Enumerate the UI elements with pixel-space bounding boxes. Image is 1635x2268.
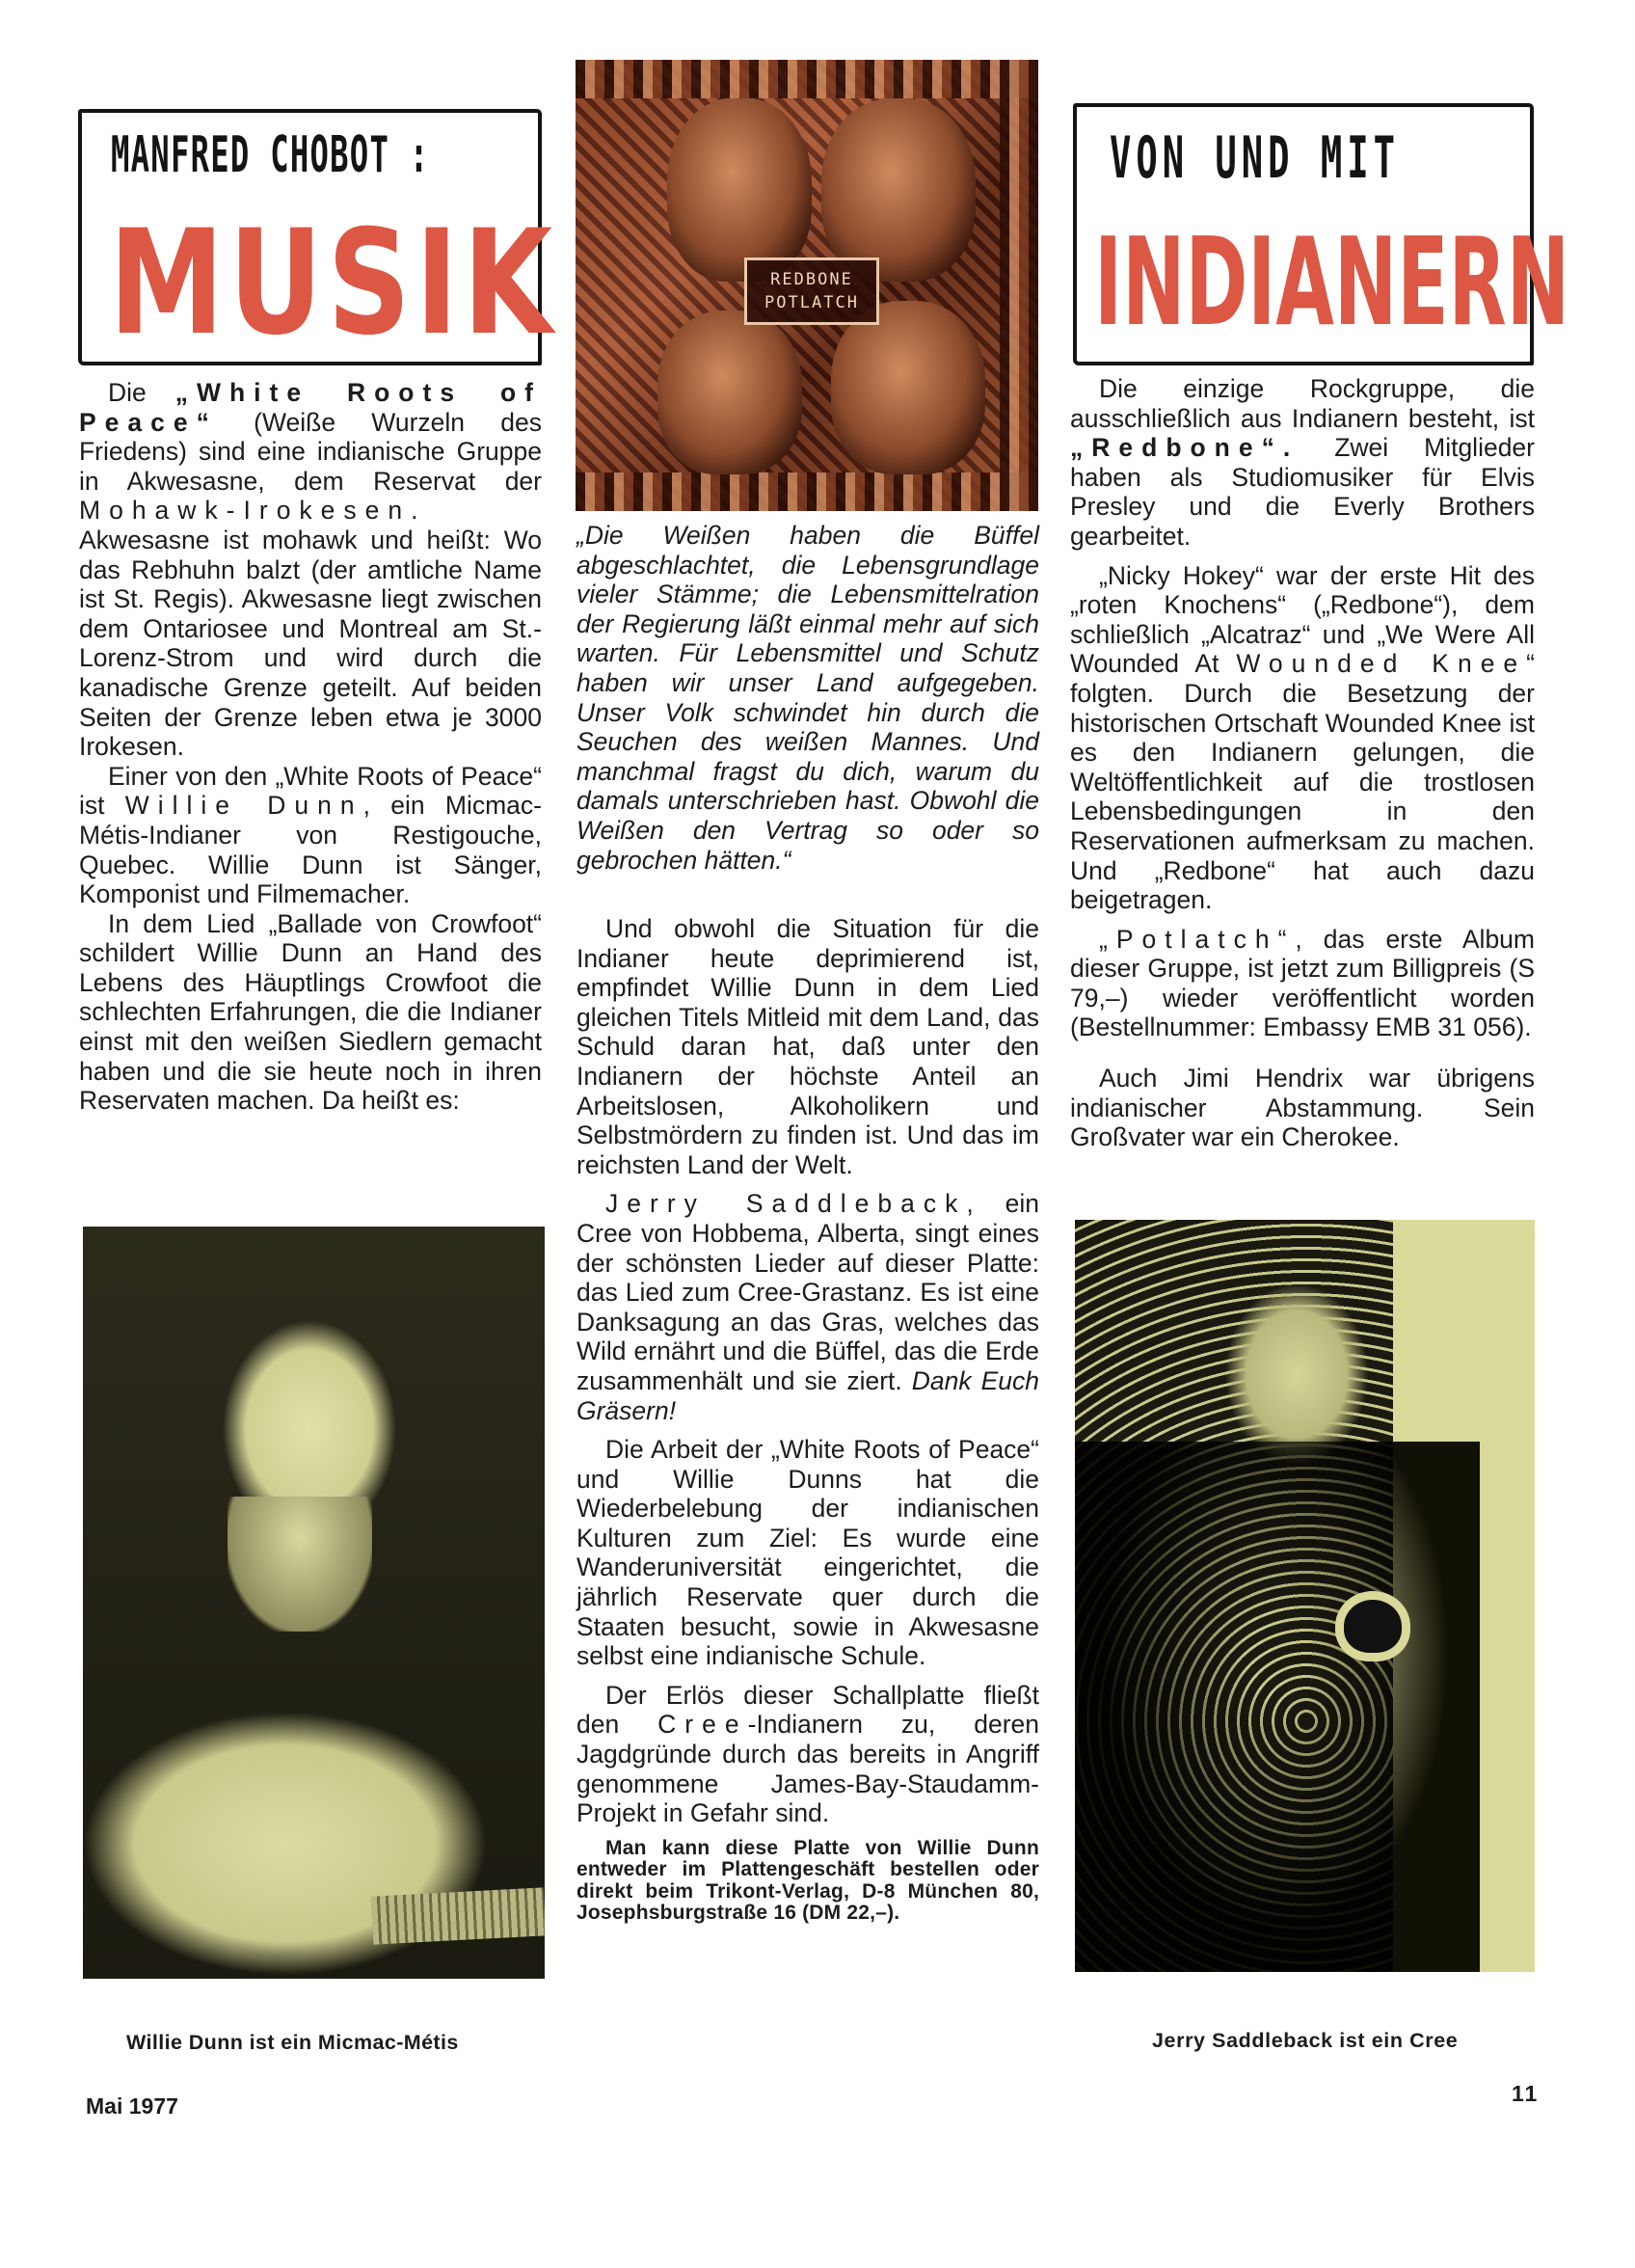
guitar-neck [371,1887,545,1944]
paragraph: Auch Jimi Hendrix war übrigens indianischer Abstammung. Sein Großvater war ein Cherokee. [1070,1064,1535,1152]
group-name-emphasis: „White Roots of Peace“ [79,378,542,437]
author-kicker: MANFRED CHOBOT : [111,126,430,184]
person-name-emphasis: Jerry Saddleback [605,1189,967,1219]
headline-box-indianern [1073,103,1570,365]
text-run: Zwei Mitglieder haben als Studiomusiker für Elvis Presley und die Everly Brothers gearbeitet. [1070,433,1535,551]
article-kicker: VON UND MIT [1110,124,1400,192]
portrait-face [821,98,976,282]
section-title: MUSIK [109,200,557,367]
photo-detail [1075,1442,1480,1972]
band-name-emphasis: „Redbone“. [1070,433,1300,463]
photo-willie-dunn [83,1227,545,1979]
heart-pendant [1335,1591,1410,1661]
article-column-left [79,378,542,1116]
text-run: (Weiße Wurzeln des Friedens) sind eine indianische Gruppe in Akwesasne, dem Reservat der [79,407,542,496]
text-run: , ein Micmac-Métis-Indianer von Restigouche, Quebec. Willie Dunn ist Sänger, Komponist und Filmemacher. [79,791,542,909]
headline-box-musik [78,109,557,367]
page-number: 11 [1512,2081,1540,2106]
text-run: , das erste Album dieser Gruppe, ist jetzt zum Billigpreis (S 79,–) wieder veröffentlicht worden (Bestellnummer: Embassy EMB 31 056). [1070,924,1535,1042]
song-quote [576,521,1039,875]
text-run: Die einzige Rockgruppe, die ausschließlich aus Indianern besteht, ist [1070,374,1535,433]
album-band-name: REDBONE [770,270,853,289]
italic-phrase: Dank Euch Gräsern! [576,1365,1039,1425]
article-column-right [1070,374,1535,1152]
album-name-emphasis: „Potlatch“ [1099,924,1296,954]
text-run: “ folgten. Durch die Besetzung der historischen Ortschaft Wounded Knee ist es den Indianern gelungen, die Weltöffentlichkeit auf die trostlosen Lebensbedingungen in den Reservationen aufmerksam zu machen. Und „Redbone“ hat auch dazu beigetragen. [1070,649,1535,915]
photo-caption-jerry: Jerry Saddleback ist ein Cree [1152,2029,1459,2052]
paragraph [1070,561,1535,915]
photo-detail [228,1497,372,1632]
text-run: „Nicky Hokey“ war der erste Hit des „roten Knochens“ („Redbone“), dem schließlich „Alcatraz“ und „We Were All Wounded At [1070,560,1535,679]
paragraph [1070,925,1535,1042]
paragraph [576,1681,1039,1828]
photo-jerry-saddleback [1075,1220,1535,1972]
pattern-band-right [1000,60,1038,511]
portrait-face [831,301,985,474]
paragraph: Die Arbeit der „White Roots of Peace“ und Willie Dunns hat die Wiederbelebung der indianischen Kulturen zum Ziel: Es wurde eine Wanderuniversität eingerichtet, die jährlich Reservate quer durch die Staaten besucht, sowie in Akwesasne selbst eine indianische Schule. [576,1435,1039,1671]
paragraph [79,378,542,762]
text-run: Der Erlös dieser Schallplatte fließt den [576,1680,1039,1740]
portrait-face [667,98,812,282]
place-name-emphasis: Wounded Knee [1236,649,1527,679]
paragraph [79,762,542,909]
article-column-middle [576,914,1039,1925]
album-cover-image [576,60,1038,511]
issue-date: Mai 1977 [86,2093,178,2119]
tribe-name-emphasis: Cree [657,1710,748,1740]
paragraph [576,1189,1039,1425]
text-run: Einer von den „White Roots of Peace“ ist [79,761,542,821]
article-title: INDIANERN [1094,211,1570,353]
album-logo [744,257,879,325]
text-run: Die [108,378,175,407]
paragraph: Und obwohl die Situation für die Indianer heute deprimierend ist, empfindet Willie Dunn in dem Lied gleichen Titels Mitleid mit dem Land, das Schuld daran hat, daß unter den Indianern der höchste Anteil an Arbeitslosen, Alkoholikern und Selbstmördern zu finden ist. Und das im reichsten Land der Welt. [576,914,1039,1179]
text-run: -Indianern zu, deren Jagdgründe durch das bereits in Angriff genommene James-Bay-Staudamm-Projekt in Gefahr sind. [576,1710,1039,1828]
paragraph: In dem Lied „Ballade von Crowfoot“ schildert Willie Dunn an Hand des Lebens des Häuptlings Crowfoot die schlechten Erfahrungen, die die Indianer einst mit den weißen Siedlern gemacht haben und die sie heute noch in ihren Reservaten machen. Da heißt es: [79,908,542,1116]
tribe-name-emphasis: Mohawk-Irokesen [79,496,412,526]
portrait-face [657,310,802,474]
pattern-band-bottom [576,472,1038,511]
quote-text: „Die Weißen haben die Büffel abgeschlachtet, die Lebensgrundlage vieler Stämme; die Lebensmittelration der Regierung läßt einmal mehr auf sich warten. Für Lebensmittel und Schutz haben wir unser Land aufgegeben. Unser Volk schwindet hin durch die Seuchen des weißen Mannes. Und manchmal fragst du dich, warum du damals unterschrieben hast. Obwohl die Weißen den Vertrag so oder so gebrochen hätten.“ [576,521,1039,875]
text-run: , ein Cree von Hobbema, Alberta, singt eines der schönsten Lieder auf dieser Platte: das Lied zum Cree-Grastanz. Es ist eine Danksagung an das Gras, welches das Wild ernährt und die Büffel, das die Erde zusammenhält und sie ziert. [576,1189,1039,1395]
photo-caption-willie: Willie Dunn ist ein Micmac-Métis [126,2031,459,2054]
person-name-emphasis: Willie Dunn [124,791,363,821]
album-title: POTLATCH [764,293,859,312]
ordering-note: Man kann diese Platte von Willie Dunn entweder im Plattengeschäft bestellen oder direkt beim Trikont-Verlag, D-8 München 80, Josephsburgstraße 16 (DM 22,–). [576,1836,1039,1925]
text-run: . Akwesasne ist mohawk und heißt: Wo das Rebhuhn balzt (der amtliche Name ist St. Regis). Akwesasne liegt zwischen dem Ontariosee und Montreal am St.-Lorenz-Strom und wird durch die kanadische Grenze geteilt. Auf beiden Seiten der Grenze leben etwa je 3000 Irokesen. [79,496,542,762]
paragraph [1070,374,1535,552]
pattern-band-top [576,60,1038,98]
